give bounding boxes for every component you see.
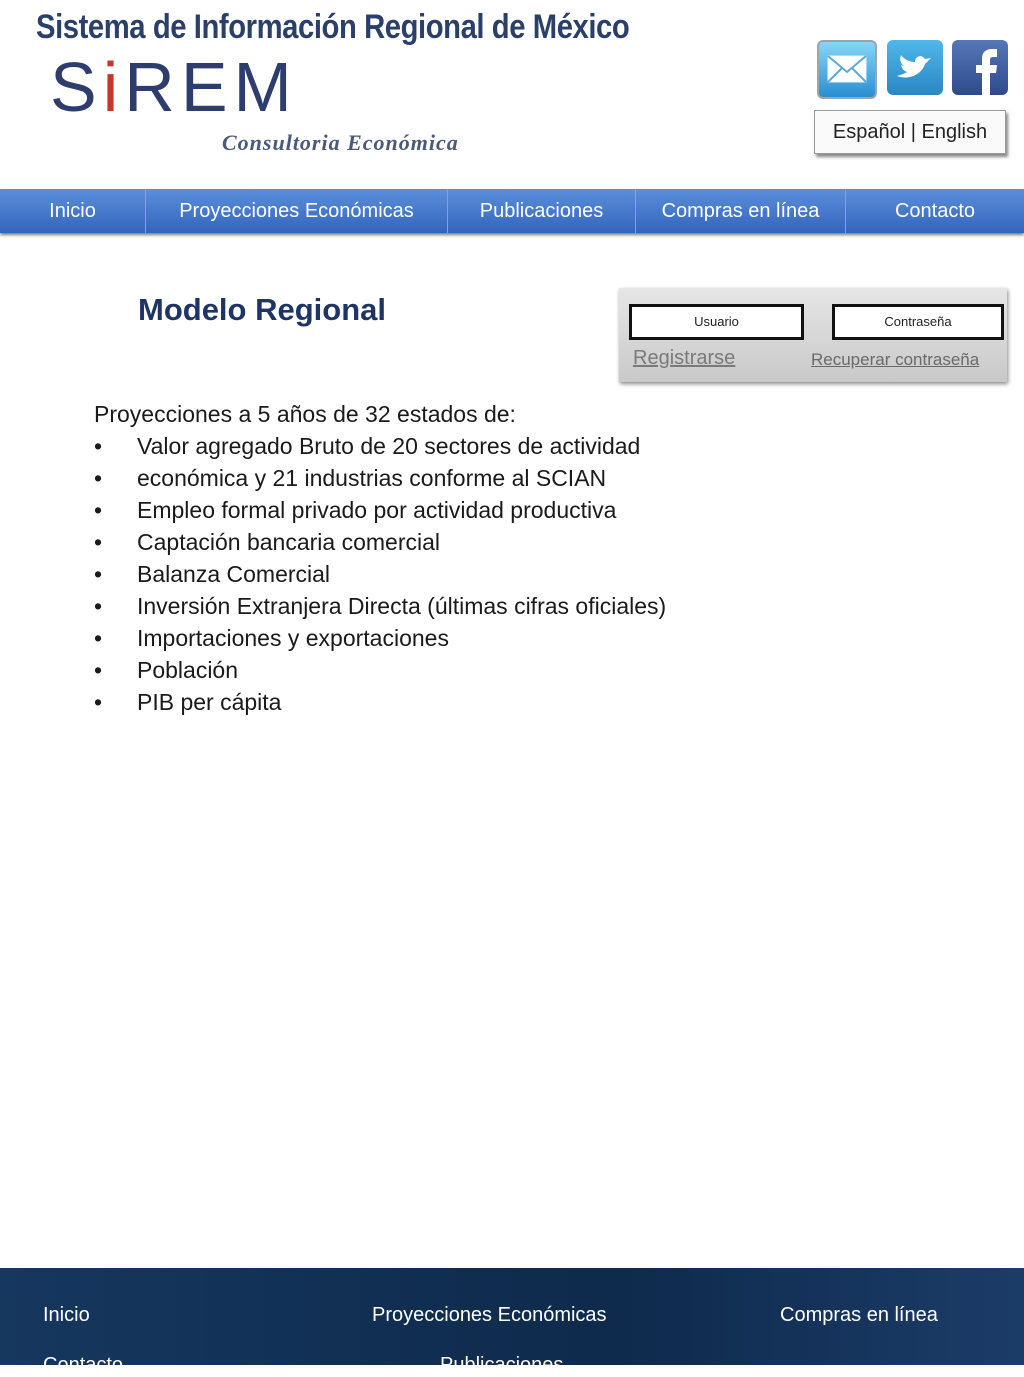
list-item: • Inversión Extranjera Directa (últimas cifras oficiales) bbox=[94, 590, 894, 622]
list-item: • Captación bancaria comercial bbox=[94, 526, 894, 558]
main-content bbox=[94, 398, 894, 718]
footer bbox=[0, 1268, 1024, 1376]
mail-icon[interactable] bbox=[817, 40, 877, 99]
twitter-icon[interactable] bbox=[887, 40, 943, 95]
recover-password-link[interactable]: Recuperar contraseña bbox=[811, 350, 980, 369]
logo-wordmark: SiREM bbox=[50, 48, 298, 126]
register-link[interactable]: Registrarse bbox=[633, 347, 736, 369]
main-nav bbox=[0, 189, 1024, 233]
list-item: • Importaciones y exportaciones bbox=[94, 622, 894, 654]
nav-item-proyecciones[interactable]: Proyecciones Económicas bbox=[146, 189, 448, 233]
projection-list bbox=[94, 430, 894, 718]
nav-item-inicio[interactable]: Inicio bbox=[0, 189, 146, 233]
nav-item-compras[interactable]: Compras en línea bbox=[636, 189, 846, 233]
nav-item-contacto[interactable]: Contacto bbox=[894, 199, 976, 222]
list-item: • Empleo formal privado por actividad productiva bbox=[94, 494, 894, 526]
footer-link-contacto[interactable]: Contacto bbox=[43, 1354, 124, 1376]
list-item: • económica y 21 industrias conforme al SCIAN bbox=[94, 462, 894, 494]
footer-link-proyecciones[interactable]: Proyecciones Económicas bbox=[372, 1304, 607, 1326]
nav-item-publicaciones[interactable]: Publicaciones bbox=[448, 189, 636, 233]
list-item: • PIB per cápita bbox=[94, 686, 894, 718]
login-panel bbox=[619, 288, 1007, 382]
facebook-icon[interactable] bbox=[952, 40, 1008, 95]
site-title: Sistema de Información Regional de México bbox=[36, 8, 630, 46]
password-field[interactable]: Contraseña bbox=[832, 304, 1004, 340]
list-item: • Balanza Comercial bbox=[94, 558, 894, 590]
page-title: Modelo Regional bbox=[138, 292, 386, 327]
list-item: • Valor agregado Bruto de 20 sectores de actividad bbox=[94, 430, 894, 462]
footer-link-publicaciones[interactable]: Publicaciones bbox=[440, 1354, 564, 1376]
logo-subtitle: Consultoria Económica bbox=[222, 130, 459, 155]
footer-link-inicio[interactable]: Inicio bbox=[43, 1304, 90, 1326]
sirem-logo[interactable] bbox=[50, 48, 510, 162]
footer-link-compras[interactable]: Compras en línea bbox=[780, 1304, 938, 1326]
list-item: • Población bbox=[94, 654, 894, 686]
username-field[interactable]: Usuario bbox=[629, 304, 804, 340]
language-selector[interactable]: Español | English bbox=[814, 110, 1006, 154]
content-intro: Proyecciones a 5 años de 32 estados de: bbox=[94, 401, 516, 427]
